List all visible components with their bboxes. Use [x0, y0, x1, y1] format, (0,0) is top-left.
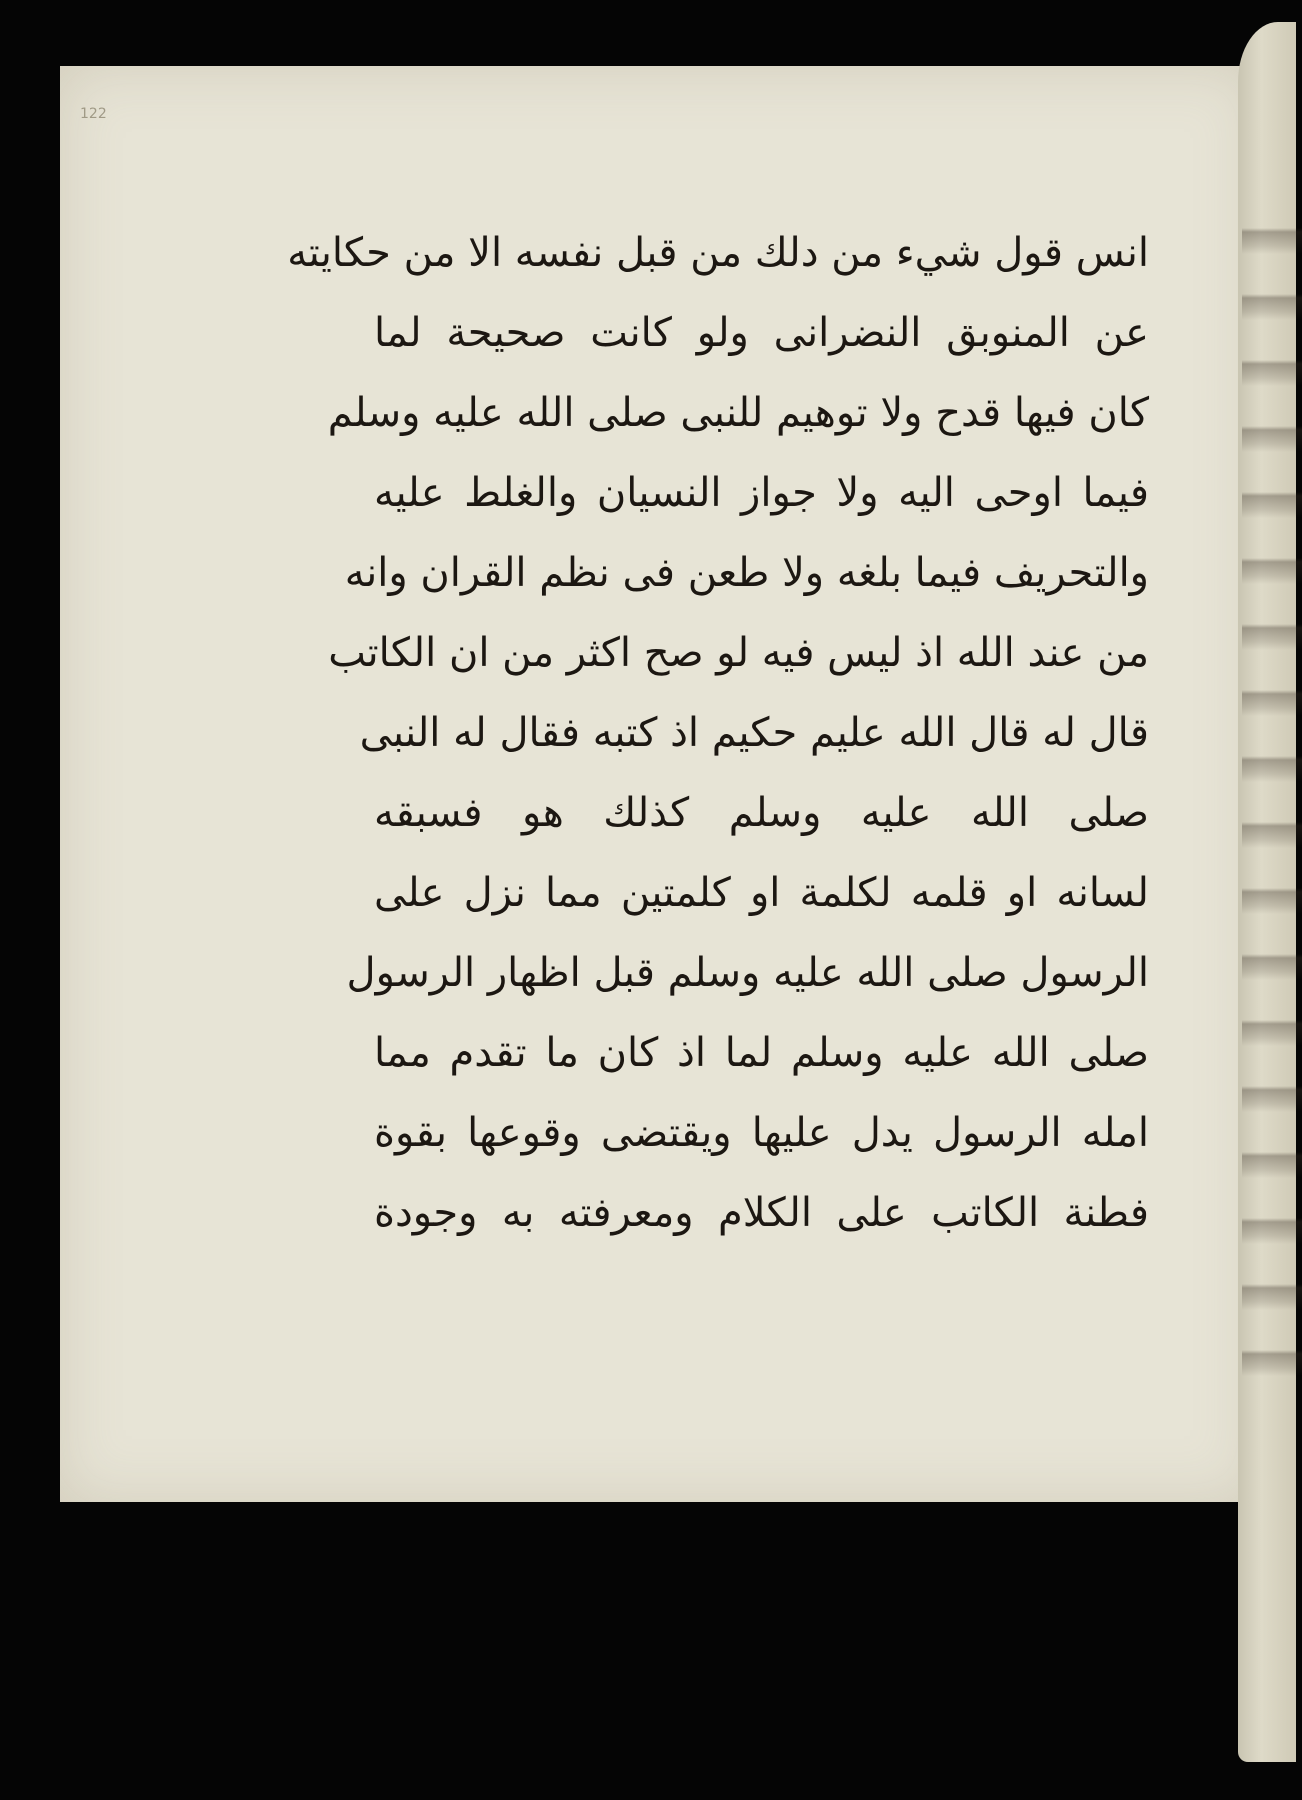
text-line: قال له قال الله عليم حكيم اذ كتبه فقال له النبى: [359, 710, 1149, 756]
text-line: الرسول صلى الله عليه وسلم قبل اظهار الرسول: [346, 950, 1149, 996]
text-line: انس قول شيء من دلك من قبل نفسه الا من حكايته: [287, 230, 1149, 276]
text-line: عن المنوبق النضرانى ولو كانت صحيحة لما: [374, 310, 1149, 356]
text-line: صلى الله عليه وسلم كذلك هو فسبقه: [374, 790, 1149, 836]
text-line: فيما اوحى اليه ولا جواز النسيان والغلط عليه: [374, 470, 1149, 516]
text-line: والتحريف فيما بلغه ولا طعن فى نظم القران وانه: [344, 550, 1149, 596]
text-line: لسانه او قلمه لكلمة او كلمتين مما نزل على: [374, 870, 1149, 916]
text-block: [287, 224, 1149, 1264]
text-line: امله الرسول يدل عليها ويقتضى وقوعها بقوة: [374, 1110, 1149, 1156]
text-line: كان فيها قدح ولا توهيم للنبى صلى الله عليه وسلم: [327, 390, 1149, 436]
text-line: صلى الله عليه وسلم لما اذ كان ما تقدم مما: [374, 1030, 1149, 1076]
manuscript-page: [60, 66, 1256, 1502]
text-line: من عند الله اذ ليس فيه لو صح اكثر من ان الكاتب: [328, 630, 1149, 676]
adjacent-page-edge: [1238, 22, 1296, 1762]
adjacent-page-text-bleed: [1242, 202, 1302, 1402]
text-line: فطنة الكاتب على الكلام ومعرفته به وجودة: [374, 1190, 1149, 1236]
folio-number: 122: [80, 106, 107, 122]
